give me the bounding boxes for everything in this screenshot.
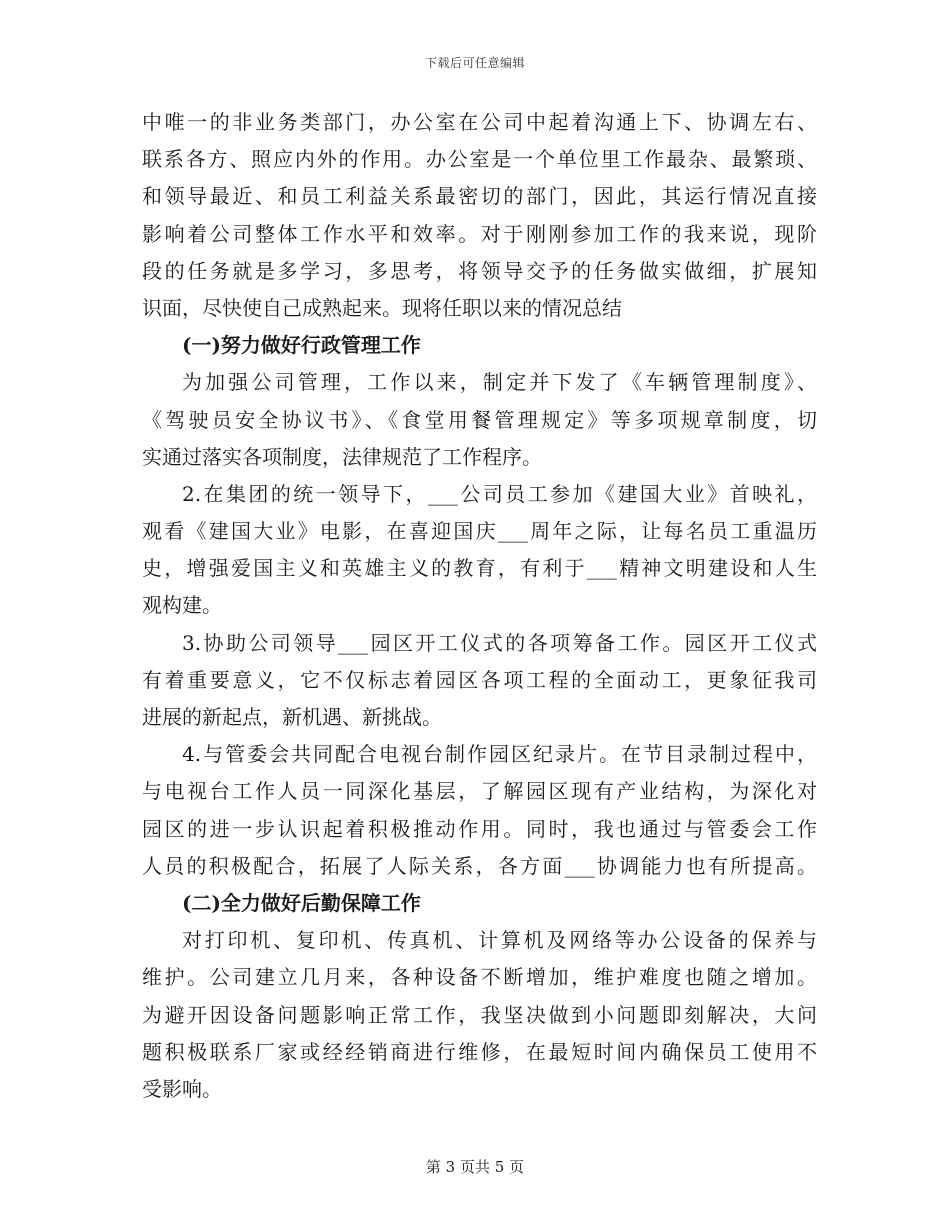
text-line: 识面，尽快使自己成熟起来。现将任职以来的情况总结 bbox=[142, 295, 622, 320]
text-line: 与电视台工作人员一同深化基层，了解园区现有产业结构，为深化对 bbox=[142, 779, 817, 804]
section-heading-admin: (一)努力做好行政管理工作 bbox=[182, 333, 421, 358]
text-line: 为加强公司管理，工作以来，制定并下发了《车辆管理制度》、 bbox=[182, 370, 817, 395]
paragraph-item-2 bbox=[142, 476, 817, 625]
text-line: 《驾驶员安全协议书》、《食堂用餐管理规定》等多项规章制度，切 bbox=[142, 407, 817, 432]
text-line: 段的任务就是多学习，多思考，将领导交予的任务做实做细，扩展知 bbox=[142, 258, 817, 283]
text-line: 园区的进一步认识起着积极推动作用。同时，我也通过与管委会工作 bbox=[142, 816, 817, 841]
text-line: 中唯一的非业务类部门，办公室在公司中起着沟通上下、协调左右、 bbox=[142, 110, 817, 134]
text-line: 观构建。 bbox=[142, 593, 222, 618]
paragraph-equipment bbox=[142, 922, 817, 1108]
text-line: 维护。公司建立几月来，各种设备不断增加，维护难度也随之增加。 bbox=[142, 965, 817, 990]
paragraph-item-4 bbox=[142, 736, 817, 885]
text-line: 观看《建国大业》电影，在喜迎国庆___周年之际，让每名员工重温历 bbox=[142, 519, 817, 544]
text-line: 实通过落实各项制度，法律规范了工作程序。 bbox=[142, 444, 542, 469]
text-line: 和领导最近、和员工利益关系最密切的部门，因此，其运行情况直接 bbox=[142, 184, 817, 209]
paragraph-regulations bbox=[142, 364, 817, 476]
text-line: 为避开因设备问题影响正常工作，我坚决做到小问题即刻解决，大问 bbox=[142, 1002, 817, 1027]
text-line: 3.协助公司领导___园区开工仪式的各项筹备工作。园区开工仪式 bbox=[182, 630, 817, 655]
text-line: 人员的积极配合，拓展了人际关系，各方面___协调能力也有所提高。 bbox=[142, 853, 817, 878]
text-line: 联系各方、照应内外的作用。办公室是一个单位里工作最杂、最繁琐、 bbox=[142, 147, 817, 172]
paragraph-office-role bbox=[142, 104, 817, 327]
text-line: 进展的新起点，新机遇、新挑战。 bbox=[142, 705, 442, 730]
text-line: 影响着公司整体工作水平和效率。对于刚刚参加工作的我来说，现阶 bbox=[142, 221, 817, 246]
document-body bbox=[142, 104, 817, 1108]
section-heading-logistics: (二)全力做好后勤保障工作 bbox=[182, 890, 421, 915]
page-header: 下载后可任意编辑 bbox=[424, 56, 525, 70]
text-line: 4.与管委会共同配合电视台制作园区纪录片。在节目录制过程中， bbox=[182, 742, 817, 767]
page-number: 第 3 页共 5 页 bbox=[425, 1158, 525, 1176]
text-line: 题积极联系厂家或经经销商进行维修，在最短时间内确保员工使用不 bbox=[142, 1039, 817, 1064]
text-line: 史，增强爱国主义和英雄主义的教育，有利于___精神文明建设和人生 bbox=[142, 556, 817, 581]
text-line: 有着重要意义，它不仅标志着园区各项工程的全面动工，更象征我司 bbox=[142, 667, 817, 692]
paragraph-item-3 bbox=[142, 625, 817, 737]
text-line: 受影响。 bbox=[142, 1076, 222, 1101]
text-line: 对打印机、复印机、传真机、计算机及网络等办公设备的保养与 bbox=[182, 928, 817, 953]
text-line: 2.在集团的统一领导下，___公司员工参加《建国大业》首映礼， bbox=[182, 481, 817, 506]
